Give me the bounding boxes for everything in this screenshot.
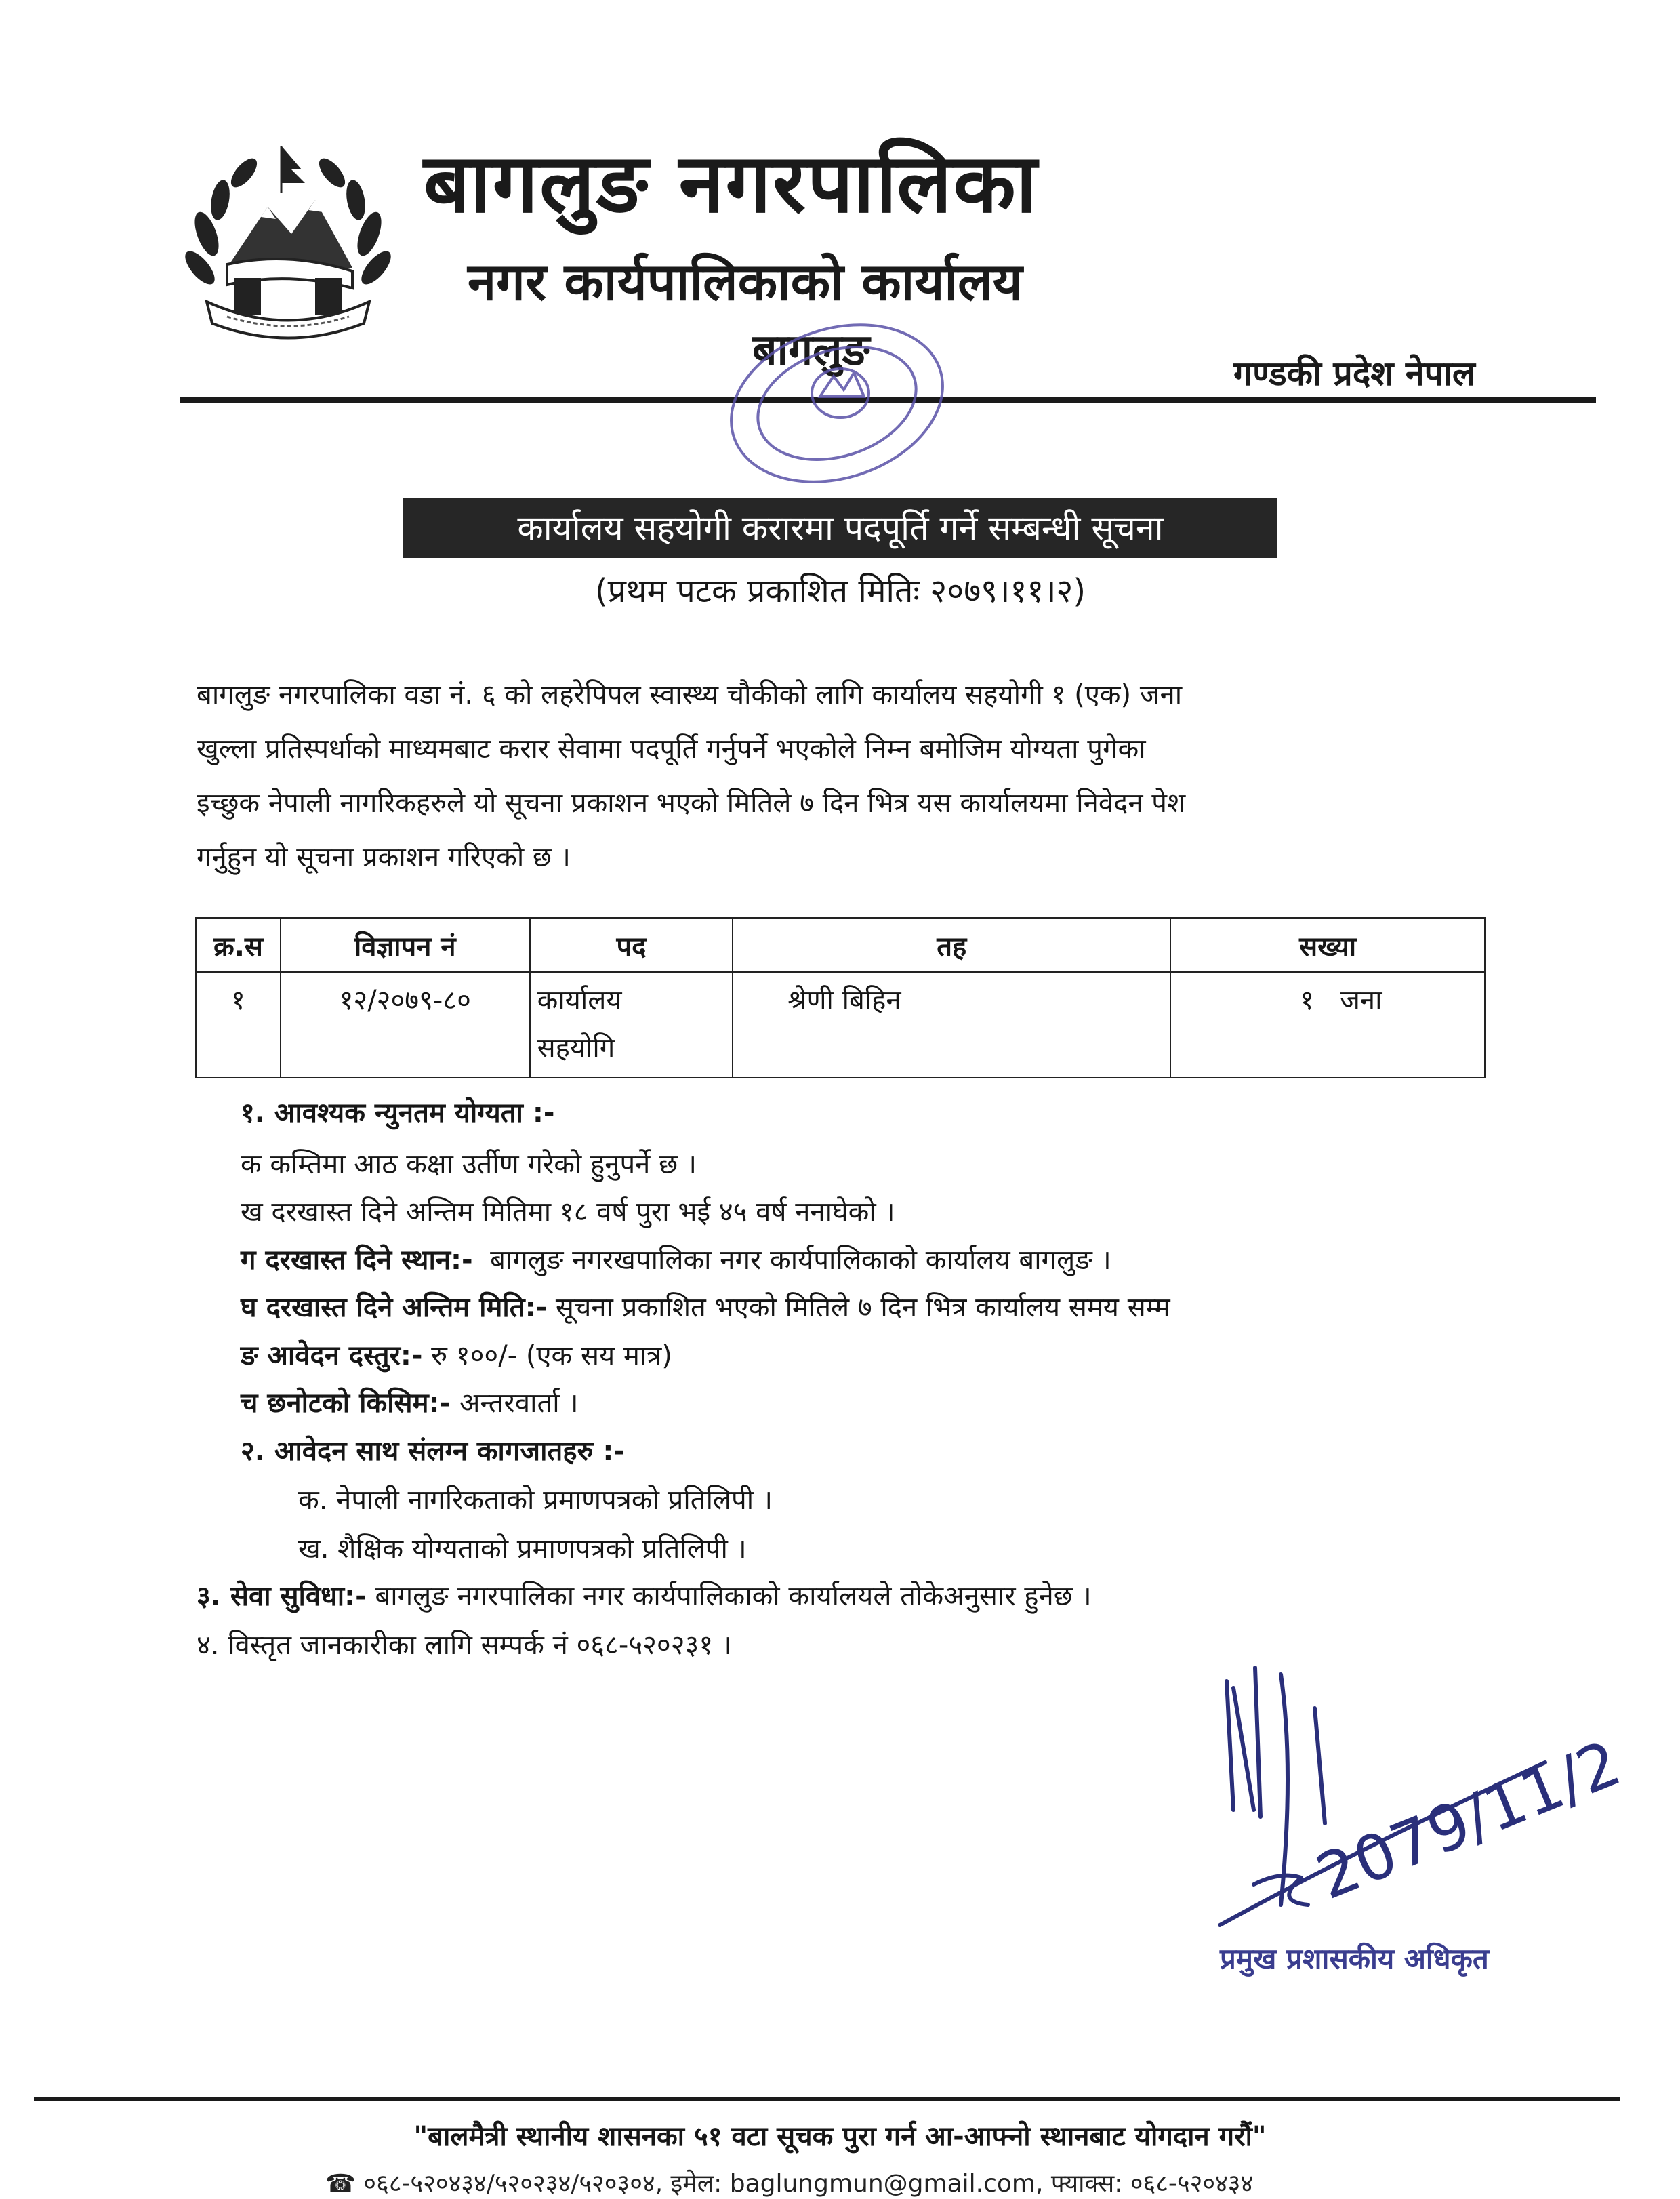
footer-contact: ☎ ०६८-५२०४३४/५२०२३४/५२०३०४, इमेल: baglungmun@gmail.com, फ्याक्स: ०६८-५२०४३४ — [325, 2170, 1254, 2198]
requirement-ga-value: बागलुङ नगरखपालिका नगर कार्यपालिकाको कार्यालय बागलुङ । — [490, 1245, 1111, 1276]
section-3 — [197, 1576, 1092, 1613]
cell-post-line-2: सहयोगि — [537, 1032, 615, 1064]
section-3-label: ३. सेवा सुविधा:- — [197, 1581, 367, 1612]
requirement-gha-label: घ दरखास्त दिने अन्तिम मिति:- — [241, 1292, 548, 1323]
office-seal-stamp — [708, 308, 959, 498]
cell-ad-no: १२/२०७९-८० — [281, 972, 530, 1078]
column-header-ad-no: विज्ञापन नं — [281, 918, 530, 972]
requirement-gha — [241, 1287, 1170, 1325]
column-header-sn: क्र.स — [196, 918, 281, 972]
cell-count: १ जना — [1170, 972, 1485, 1078]
section-2-title: २. आवेदन साथ संलग्न कागजातहरु :- — [241, 1436, 625, 1467]
cell-sn: १ — [196, 972, 281, 1078]
document-item-1: क. नेपाली नागरिकताको प्रमाणपत्रको प्रतिलिपी । — [298, 1485, 773, 1516]
footer-slogan: "बालमैत्री स्थानीय शासनका ५१ वटा सूचक पुरा गर्न आ-आफ्नो स्थानबाट योगदान गरौं" — [413, 2121, 1267, 2152]
signatory-title: प्रमुख प्रशासकीय अधिकृत — [1220, 1942, 1489, 1975]
handwritten-signature — [1179, 1647, 1631, 1939]
requirement-ka: क कम्तिमा आठ कक्षा उर्तीण गरेको हुनुपर्ने छ । — [241, 1149, 697, 1180]
column-header-level: तह — [733, 918, 1170, 972]
intro-line-2: खुल्ला प्रतिस्पर्धाको माध्यमबाट करार सेवामा पदपूर्ति गर्नुपर्ने भएकोले निम्न बमोजिम योग्यता पुगेका — [197, 733, 1146, 765]
column-header-count: सख्या — [1170, 918, 1485, 972]
requirement-kha: ख दरखास्त दिने अन्तिम मितिमा १८ वर्ष पुरा भई ४५ वर्ष ननाघेको । — [241, 1196, 895, 1228]
table-header-row — [196, 918, 1485, 972]
cell-level: श्रेणी बिहिन — [733, 972, 1170, 1078]
table-row — [196, 972, 1485, 1078]
intro-line-4: गर्नुहुन यो सूचना प्रकाशन गरिएको छ । — [197, 842, 571, 873]
requirement-cha-value: अन्तरवार्ता । — [459, 1388, 579, 1419]
column-header-post: पद — [530, 918, 733, 972]
office-title: नगर कार्यपालिकाको कार्यालय — [468, 251, 1023, 312]
section-1-title: १. आवश्यक न्युनतम योग्यता :- — [241, 1097, 555, 1129]
intro-line-1: बागलुङ नगरपालिका वडा नं. ६ को लहरेपिपल स्वास्थ्य चौकीको लागि कार्यालय सहयोगी १ (एक) जना — [197, 679, 1183, 710]
requirement-gha-value: सूचना प्रकाशित भएको मितिले ७ दिन भित्र कार्यालय समय सम्म — [555, 1292, 1170, 1323]
requirement-cha-label: च छनोटको किसिम:- — [241, 1388, 451, 1419]
section-3-value: बागलुङ नगरपालिका नगर कार्यपालिकाको कार्यालयले तोकेअनुसार हुनेछ । — [375, 1581, 1092, 1612]
notice-publish-date: (प्रथम पटक प्रकाशित मितिः २०७९।११।२) — [594, 572, 1086, 610]
footer-divider — [34, 2097, 1620, 2101]
cell-post — [530, 972, 733, 1078]
requirement-cha — [241, 1383, 579, 1420]
section-4: ४. विस्तृत जानकारीका लागि सम्पर्क नं ०६८-५२०२३१ । — [197, 1630, 732, 1661]
requirement-nga-value: रु १००/- (एक सय मात्र) — [431, 1340, 672, 1371]
org-title: बागलुङ नगरपालिका — [424, 137, 1038, 231]
city-name: बागलुङ — [752, 325, 870, 376]
requirement-nga — [241, 1335, 672, 1373]
vacancy-table — [195, 917, 1486, 1078]
intro-line-3: इच्छुक नेपाली नागरिकहरुले यो सूचना प्रकाशन भएको मितिले ७ दिन भित्र यस कार्यालयमा निवेदन पेश — [197, 788, 1186, 819]
province-name: गण्डकी प्रदेश नेपाल — [1233, 354, 1475, 393]
signature-date: 2079/11/2 — [1307, 1727, 1631, 1914]
notice-title: कार्यालय सहयोगी करारमा पदपूर्ति गर्ने सम्बन्धी सूचना — [403, 498, 1277, 558]
requirement-nga-label: ङ आवेदन दस्तुर:- — [241, 1340, 423, 1371]
requirement-ga — [241, 1240, 1111, 1277]
cell-post-line-1: कार्यालय — [537, 985, 622, 1016]
nepal-emblem-icon — [180, 132, 396, 342]
document-item-2: ख. शैक्षिक योग्यताको प्रमाणपत्रको प्रतिलिपी । — [298, 1533, 747, 1565]
requirement-ga-label: ग दरखास्त दिने स्थान:- — [241, 1245, 473, 1276]
